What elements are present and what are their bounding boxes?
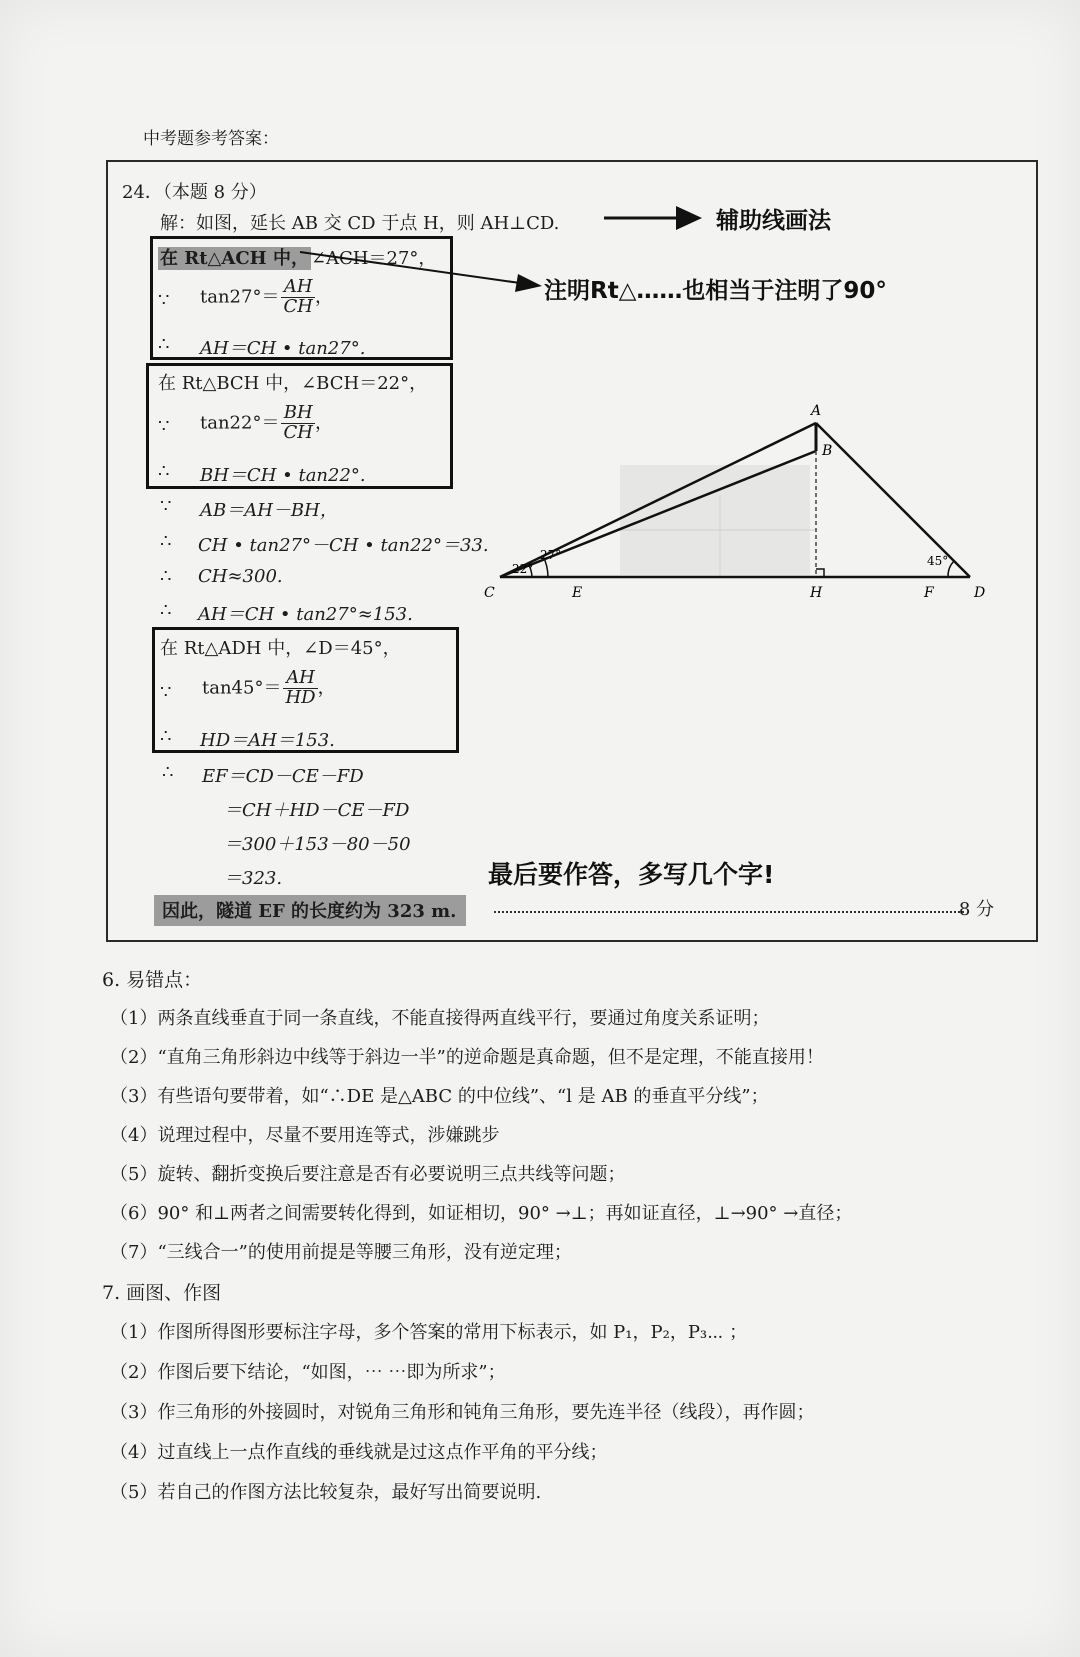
step-symbol: ∵ bbox=[160, 496, 172, 517]
box2-result: BH＝CH • tan22°. bbox=[200, 465, 366, 486]
ef-line1: EF＝CD－CE－FD bbox=[202, 766, 364, 787]
point-label-f: F bbox=[924, 585, 934, 601]
ef-line3: ＝300＋153－80－50 bbox=[224, 834, 411, 855]
aux-line-note: 辅助线画法 bbox=[716, 208, 831, 234]
comma: ， bbox=[314, 412, 333, 434]
solution-intro: 解：如图，延长 AB 交 CD 于点 H，则 AH⊥CD. bbox=[160, 213, 560, 234]
because-symbol: ∵ bbox=[160, 682, 172, 703]
fraction-numerator: AH bbox=[283, 669, 317, 689]
angle-label-45: 45° bbox=[927, 554, 949, 568]
point-label-e: E bbox=[572, 585, 583, 601]
list-item: （5）旋转、翻折变换后要注意是否有必要说明三点共线等问题； bbox=[110, 1164, 626, 1185]
step-symbol: ∴ bbox=[162, 762, 174, 783]
list-item: （1）两条直线垂直于同一条直线，不能直接得两直线平行，要通过角度关系证明； bbox=[110, 1008, 770, 1029]
box1-angle: ∠ACH＝27°， bbox=[310, 248, 437, 269]
rt-ach-highlight: 在 Rt△ACH 中， bbox=[160, 248, 309, 269]
therefore-symbol: ∴ bbox=[158, 461, 170, 482]
angle-label-27: 27° bbox=[540, 548, 562, 562]
list-item: （3）有些语句要带着，如“∴DE 是△ABC 的中位线”、“l 是 AB 的垂直平分线”； bbox=[110, 1086, 769, 1107]
fraction-denominator: CH bbox=[283, 421, 313, 443]
final-answer: 因此，隧道 EF 的长度约为 323 m. bbox=[154, 895, 466, 926]
closing-note: 最后要作答，多写几个字! bbox=[488, 860, 775, 889]
therefore-symbol: ∴ bbox=[160, 726, 172, 747]
figure-shading bbox=[620, 465, 810, 575]
step-equation: CH • tan27°－CH • tan22°＝33. bbox=[198, 535, 489, 556]
therefore-symbol: ∴ bbox=[158, 334, 170, 355]
problem-title: 24．（本题 8 分） bbox=[122, 182, 267, 203]
triangle-figure bbox=[480, 395, 1000, 615]
list-item: （4）过直线上一点作直线的垂线就是过这点作平角的平分线； bbox=[110, 1442, 608, 1463]
ef-line2: ＝CH＋HD－CE－FD bbox=[224, 800, 410, 821]
step-ch: CH≈300. bbox=[198, 566, 283, 587]
list-item: （7）“三线合一”的使用前提是等腰三角形，没有逆定理； bbox=[110, 1242, 572, 1263]
box1-result: AH＝CH • tan27°. bbox=[200, 338, 366, 359]
list-item: （6）90° 和⊥两者之间需要转化得到，如证相切，90° →⊥；再如证直径，⊥→90° →直径； bbox=[110, 1203, 853, 1224]
point-label-h: H bbox=[810, 585, 823, 601]
ef-line4: ＝323. bbox=[224, 868, 283, 889]
tan-lhs: tan27°＝ bbox=[200, 286, 280, 308]
comma: ， bbox=[317, 677, 336, 699]
point-label-d: D bbox=[974, 585, 986, 601]
list-item: （1）作图所得图形要标注字母，多个答案的常用下标表示，如 P₁，P₂，P₃⋯ ； bbox=[110, 1322, 748, 1343]
step-symbol: ∴ bbox=[160, 600, 172, 621]
fraction-numerator: AH bbox=[281, 278, 314, 298]
rt-note: 注明Rt△……也相当于注明了90° bbox=[544, 278, 887, 304]
step-ab: AB＝AH－BH， bbox=[200, 500, 338, 521]
list-item: （4）说理过程中，尽量不要用连等式，涉嫌跳步 bbox=[110, 1125, 500, 1146]
score-label: 8 分 bbox=[958, 899, 994, 920]
arrow-to-rt-note bbox=[300, 252, 542, 292]
because-symbol: ∵ bbox=[158, 416, 170, 437]
angle-label-22: 22° bbox=[512, 562, 534, 576]
tan-lhs: tan22°＝ bbox=[200, 412, 280, 434]
fraction-denominator: CH bbox=[283, 295, 313, 317]
comma: ， bbox=[314, 286, 333, 308]
section7-title: 7. 画图、作图 bbox=[102, 1282, 222, 1304]
list-item: （2）“直角三角形斜边中线等于斜边一半”的逆命题是真命题，但不是定理，不能直接用！ bbox=[110, 1047, 824, 1068]
fraction-numerator: BH bbox=[281, 404, 314, 424]
list-item: （2）作图后要下结论，“如图，⋯ ⋯即为所求”； bbox=[110, 1362, 506, 1383]
box3-result: HD＝AH＝153. bbox=[200, 730, 335, 751]
angle-arc-45 bbox=[948, 561, 954, 577]
page-heading: 中考题参考答案： bbox=[143, 129, 279, 149]
box3-line1: 在 Rt△ADH 中，∠D＝45°， bbox=[160, 638, 401, 659]
tan-lhs: tan45°＝ bbox=[202, 677, 282, 699]
point-label-c: C bbox=[484, 585, 495, 601]
list-item: （3）作三角形的外接圆时，对锐角三角形和钝角三角形，要先连半径（线段），再作圆； bbox=[110, 1402, 815, 1423]
because-symbol: ∵ bbox=[158, 290, 170, 311]
step-symbol: ∴ bbox=[160, 531, 172, 552]
point-label-a: A bbox=[811, 403, 822, 419]
point-label-b: B bbox=[822, 443, 833, 459]
box2-line1: 在 Rt△BCH 中，∠BCH＝22°， bbox=[158, 373, 428, 394]
fraction-denominator: HD bbox=[285, 686, 316, 708]
list-item: （5）若自己的作图方法比较复杂，最好写出简要说明. bbox=[110, 1482, 542, 1503]
step-symbol: ∴ bbox=[160, 566, 172, 587]
step-ah: AH＝CH • tan27°≈153. bbox=[198, 604, 413, 625]
arrow-to-aux-note bbox=[604, 206, 702, 230]
section6-title: 6. 易错点： bbox=[102, 969, 203, 991]
